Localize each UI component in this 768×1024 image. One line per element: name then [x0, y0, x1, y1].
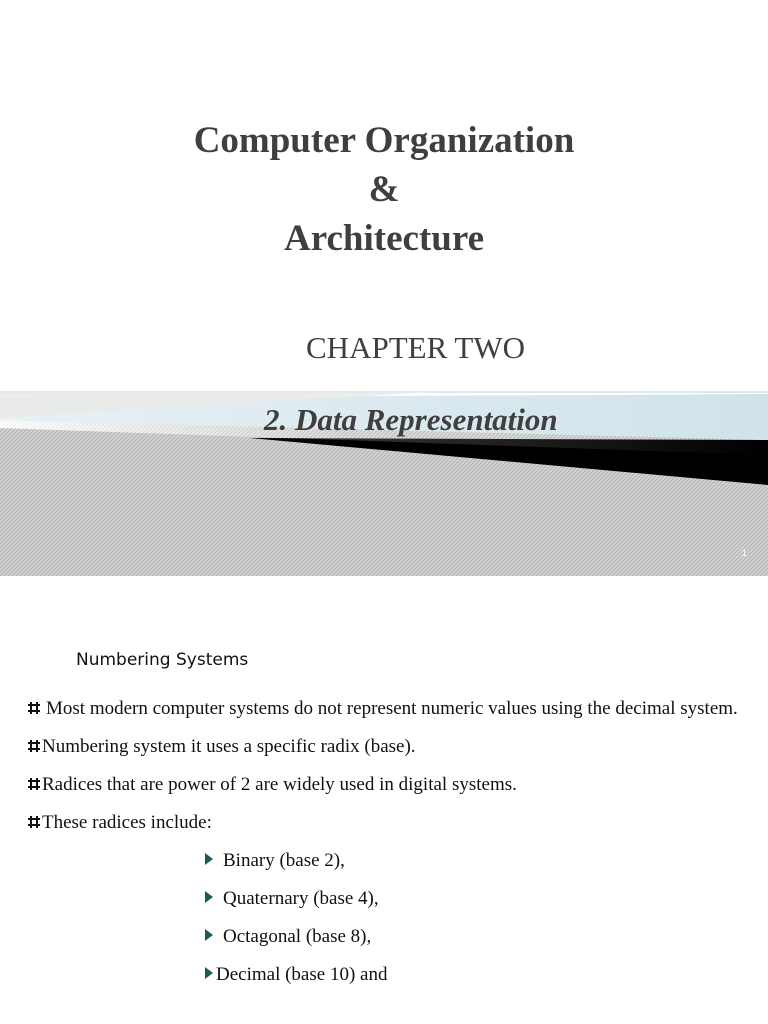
bullet-text: Numbering system it uses a specific radix (base).: [42, 736, 416, 757]
chapter-subtitle: 2. Data Representation: [264, 402, 558, 437]
bullet-text: These radices include:: [42, 812, 212, 833]
bullet-item: [27, 728, 741, 766]
bullet-item: [27, 766, 741, 804]
triangle-arrow-icon: [205, 929, 213, 941]
sub-list-item: [205, 956, 741, 994]
bullet-text: Radices that are power of 2 are widely used in digital systems.: [42, 774, 517, 795]
hash-bullet-icon: [27, 739, 41, 753]
sub-item-text: Octagonal (base 8),: [223, 926, 372, 947]
hash-bullet-icon: [27, 701, 41, 715]
section-heading: Numbering Systems: [76, 650, 249, 670]
bullet-text: Most modern computer systems do not represent numeric values using the decimal system.: [46, 698, 738, 719]
triangle-arrow-icon: [205, 891, 213, 903]
presentation-title: [0, 116, 768, 263]
slide-number: 1: [742, 548, 748, 558]
sub-item-text: Decimal (base 10) and: [216, 964, 388, 985]
triangle-arrow-icon: [205, 853, 213, 865]
title-line-2: &: [368, 169, 400, 210]
title-line-1: Computer Organization: [193, 120, 575, 161]
sub-list-item: [205, 842, 741, 880]
hash-bullet-icon: [27, 815, 41, 829]
bullet-item: [27, 690, 741, 728]
sub-bullet-list: [205, 842, 741, 994]
bullet-item: [27, 804, 741, 842]
triangle-arrow-icon: [205, 967, 213, 979]
sub-item-text: Quaternary (base 4),: [223, 888, 379, 909]
hash-bullet-icon: [27, 777, 41, 791]
title-line-3: Architecture: [284, 218, 484, 259]
sub-list-item: [205, 880, 741, 918]
sub-list-item: [205, 918, 741, 956]
chapter-label: CHAPTER TWO: [306, 330, 526, 365]
bullet-list: [27, 690, 741, 994]
sub-item-text: Binary (base 2),: [223, 850, 345, 871]
content-slide: [0, 576, 768, 1024]
